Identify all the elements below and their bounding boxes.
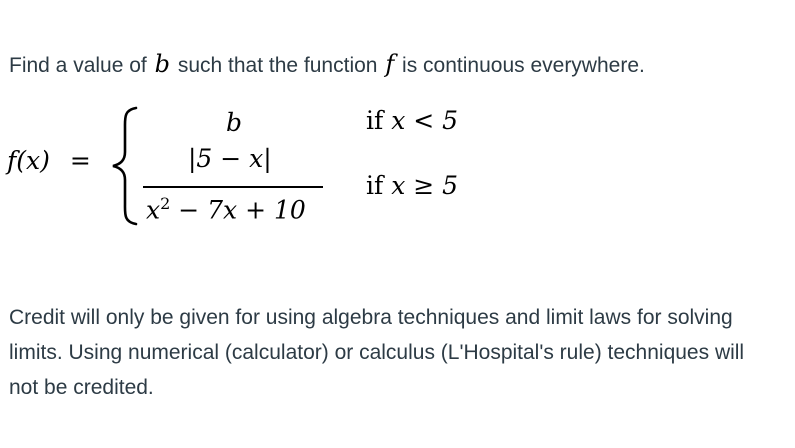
case2-if: if [366, 171, 384, 200]
denominator-exponent: 2 [160, 194, 171, 213]
question-prompt [9, 50, 645, 78]
credit-note: Credit will only be given for using algebra techniques and limit laws for solving limits. Using numerical (calculator) or calculus (L'Hospital's rule) techniques will not be credited. [9, 306, 745, 399]
case1-condition [366, 106, 458, 135]
case2-denominator [146, 194, 306, 224]
denominator-base: x [146, 195, 161, 225]
function-name: f(x) [7, 146, 50, 175]
prompt-text-before: Find a value of [9, 54, 147, 77]
case2-condition [366, 171, 458, 200]
left-brace-icon [110, 106, 140, 226]
denominator-rest: − 7x + 10 [178, 195, 306, 225]
case2-numerator: |5 − x| [188, 144, 272, 173]
case2-cond-expr: x ≥ 5 [391, 171, 459, 200]
prompt-text-middle: such that the function [177, 54, 378, 77]
function-lhs [7, 146, 91, 175]
case1-value: b [226, 108, 243, 137]
variable-b: b [154, 50, 170, 78]
equals-sign: = [69, 146, 91, 175]
case1-cond-expr: x < 5 [391, 106, 459, 135]
case1-if: if [366, 106, 384, 135]
fraction-bar [143, 186, 323, 188]
prompt-text-after: is continuous everywhere. [402, 54, 645, 77]
variable-f: f [385, 50, 395, 78]
